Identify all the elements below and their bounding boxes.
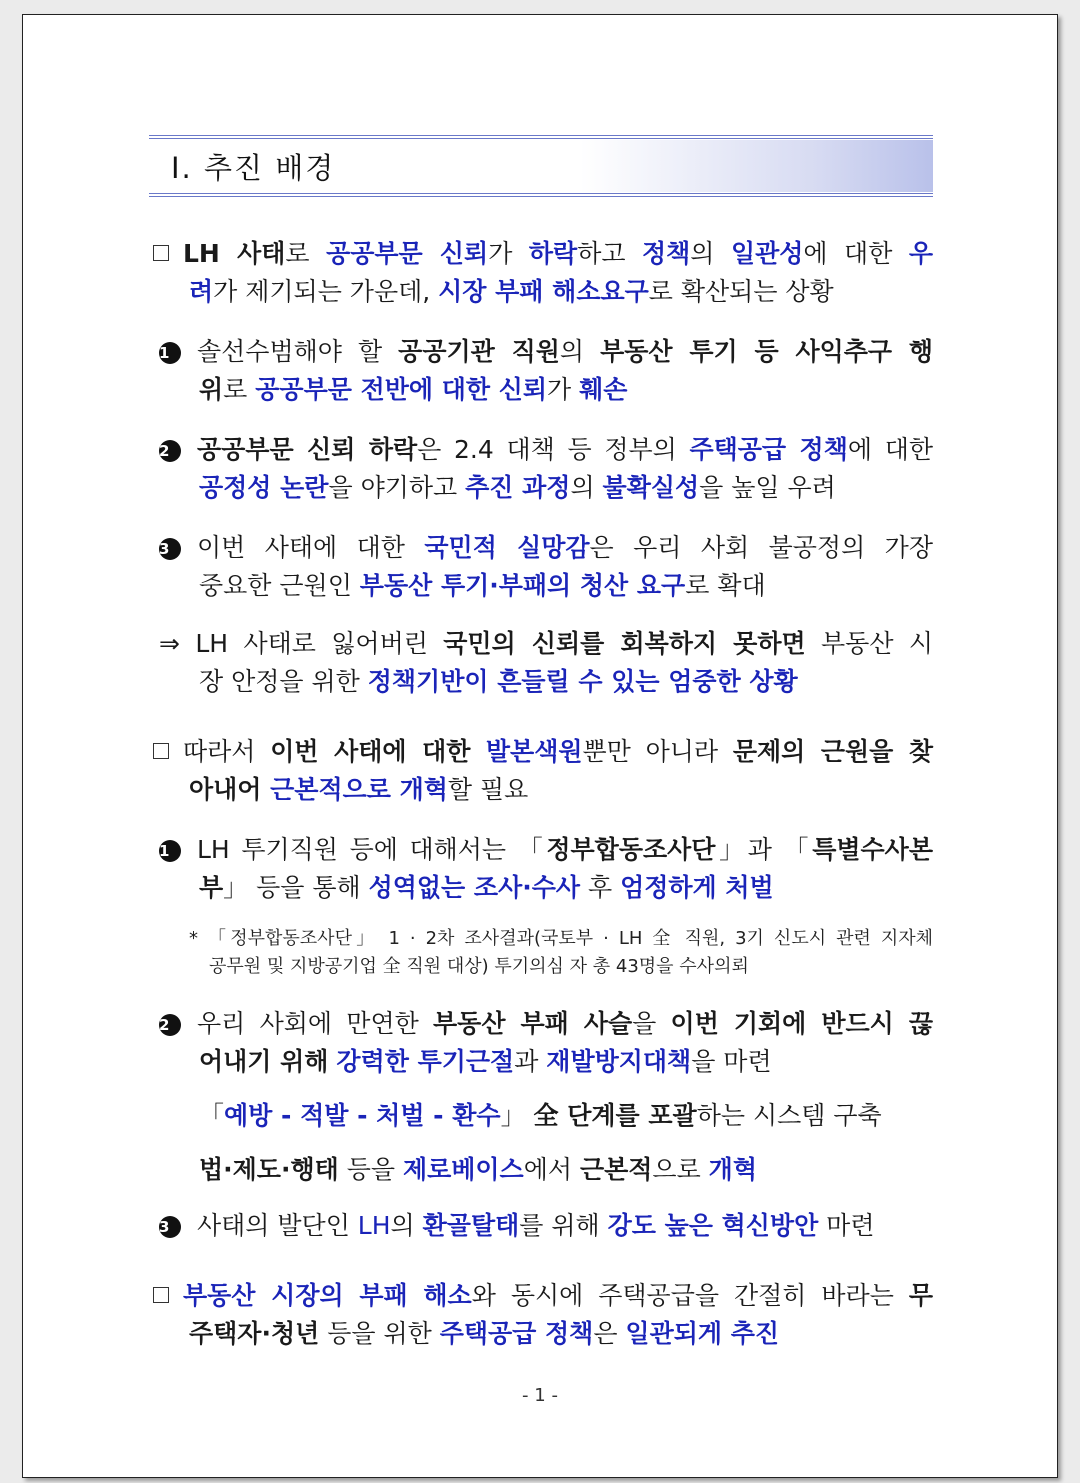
paragraph-1-line-2 xyxy=(153,273,933,311)
number-3-icon: 3 xyxy=(159,538,181,560)
text-run: 추진 과정 xyxy=(465,473,571,502)
measure-3 xyxy=(159,1207,933,1245)
text-run: 공공기관 직원 xyxy=(398,337,560,366)
text-run: 가 xyxy=(488,239,529,268)
number-2-icon: 2 xyxy=(159,440,181,462)
text-run: 따라서 xyxy=(183,737,271,766)
measure-2-line-4 xyxy=(159,1151,933,1189)
text-run: 우 xyxy=(908,239,933,268)
text-run: 을 xyxy=(632,1009,671,1038)
text-run: 주택공급 정책 xyxy=(689,435,848,464)
measure-1-line-1 xyxy=(159,831,933,869)
text-run: 로 xyxy=(285,239,327,268)
text-run: LH 투기직원 등에 대해서는 「 xyxy=(197,835,547,864)
text-run: 로 xyxy=(223,375,256,404)
text-run: 에 대한 xyxy=(847,435,934,464)
number-3-icon: 3 xyxy=(159,1216,181,1238)
text-run: 」 xyxy=(500,1101,534,1130)
footnote xyxy=(189,925,933,981)
measure-2-line-1 xyxy=(159,1005,933,1043)
text-run: 엄정하게 처벌 xyxy=(620,873,774,902)
text-run: 의 xyxy=(690,239,731,268)
text-run: 가 xyxy=(547,375,580,404)
paragraph-2-line-1 xyxy=(153,733,933,771)
text-run: 후 xyxy=(580,873,621,902)
arrow-icon: ⇒ xyxy=(159,629,180,658)
text-run: 중요한 근원인 xyxy=(199,571,360,600)
text-run: 정부합동조사단 xyxy=(546,835,716,864)
paragraph-1-line-1 xyxy=(153,235,933,273)
text-run: 장 안정을 위한 xyxy=(199,667,368,696)
text-run: 예방 - 적발 - 처벌 - 환수 xyxy=(224,1101,501,1130)
checkbox-square-icon xyxy=(153,743,169,759)
text-run: 공정성 논란 xyxy=(199,473,329,502)
arrow-line-2 xyxy=(159,663,933,701)
page-number: - 1 - xyxy=(522,1385,558,1406)
text-run: 이번 사태에 대한 xyxy=(270,737,486,766)
item-3-line-2 xyxy=(159,567,933,605)
text-run: 의 xyxy=(559,337,601,366)
text-run: 을 마련 xyxy=(691,1047,772,1076)
text-run: 재발방지대책 xyxy=(546,1047,692,1076)
text-run: 가 제기되는 가운데, xyxy=(213,277,439,306)
text-run: 국민적 실망감 xyxy=(424,533,590,562)
text-run: 아내어 xyxy=(189,775,271,804)
text-run: 솔선수범해야 할 xyxy=(197,337,399,366)
text-run: 정책 xyxy=(641,239,691,268)
text-run: LH 사태로 잃어버린 xyxy=(179,629,444,658)
arrow-conclusion xyxy=(159,625,933,701)
text-run: 이번 기회에 반드시 끊 xyxy=(670,1009,933,1038)
text-run: 은 2.4 대책 등 정부의 xyxy=(417,435,690,464)
paragraph-3 xyxy=(153,1277,933,1353)
text-run: 훼손 xyxy=(579,375,628,404)
text-run: 어내기 위해 xyxy=(199,1047,329,1076)
text-run: 주택자·청년 xyxy=(189,1319,320,1348)
text-run: 할 필요 xyxy=(447,775,529,804)
item-2 xyxy=(159,431,933,507)
text-run: 부 xyxy=(199,873,224,902)
text-run: 부동산 투기·부패의 청산 요구 xyxy=(359,571,686,600)
section-header xyxy=(149,135,933,197)
text-run: 무 xyxy=(908,1281,933,1310)
text-run: 로 확산되는 상황 xyxy=(648,277,834,306)
text-run: 을 야기하고 xyxy=(328,473,466,502)
text-run: 정책기반이 흔들릴 수 있는 엄중한 상황 xyxy=(367,667,798,696)
measure-2-line-3 xyxy=(159,1097,933,1135)
text-run: 강도 높은 혁신방안 xyxy=(607,1211,819,1240)
text-run: 에서 xyxy=(523,1155,580,1184)
text-run: 를 위해 xyxy=(519,1211,608,1240)
text-run: 하고 xyxy=(577,239,642,268)
text-run: 」 등을 통해 xyxy=(223,873,369,902)
checkbox-square-icon xyxy=(153,1287,169,1303)
paragraph-2 xyxy=(153,733,933,809)
number-1-icon: 1 xyxy=(159,840,181,862)
text-run: 근본적 xyxy=(579,1155,653,1184)
text-run: 공공부문 신뢰 하락 xyxy=(197,435,418,464)
text-run: 「 xyxy=(199,1101,225,1130)
text-run: 등을 xyxy=(338,1155,403,1184)
text-run: 은 우리 사회 불공정의 가장 xyxy=(589,533,933,562)
text-run: LH xyxy=(357,1211,391,1240)
text-run: 사태의 발단인 xyxy=(197,1211,358,1240)
text-run: 위 xyxy=(199,375,224,404)
text-run: 공공부문 전반에 대한 신뢰 xyxy=(255,375,548,404)
text-run: 全 단계를 포괄 xyxy=(533,1101,697,1130)
text-run: 의 xyxy=(390,1211,423,1240)
number-2-icon: 2 xyxy=(159,1014,181,1036)
text-run: 과 xyxy=(514,1047,547,1076)
text-run: 마련 xyxy=(818,1211,875,1240)
text-run: 우리 사회에 만연한 xyxy=(197,1009,434,1038)
text-run: 하락 xyxy=(528,239,578,268)
text-run: 부동산 부패 사슬 xyxy=(433,1009,633,1038)
arrow-line-1 xyxy=(159,625,933,663)
item-1-line-2 xyxy=(159,371,933,409)
text-run: LH 사태 xyxy=(183,239,286,268)
footnote-line-1: * 「정부합동조사단」 1 · 2차 조사결과(국토부 · LH 全 직원, 3기 신도시 관련 지자체 xyxy=(189,928,933,949)
text-run: 발본색원 xyxy=(485,737,583,766)
section-title: Ⅰ. 추진 배경 xyxy=(171,151,336,185)
text-run: 이번 사태에 대한 xyxy=(197,533,425,562)
text-run: 」과 「 xyxy=(715,835,813,864)
text-run: 주택공급 정책 xyxy=(439,1319,594,1348)
text-run: 공공부문 신뢰 xyxy=(326,239,489,268)
text-run: 성역없는 조사·수사 xyxy=(368,873,581,902)
header-rule-top xyxy=(149,135,933,139)
measure-2-line-2 xyxy=(159,1043,933,1081)
number-1-icon: 1 xyxy=(159,342,181,364)
item-3 xyxy=(159,529,933,605)
text-run: 은 xyxy=(593,1319,626,1348)
text-run: 와 동시에 주택공급을 간절히 바라는 xyxy=(471,1281,909,1310)
text-run: 로 확대 xyxy=(685,571,766,600)
text-run: 으로 xyxy=(652,1155,709,1184)
paragraph-3-line-1 xyxy=(153,1277,933,1315)
header-rule-bottom xyxy=(149,193,933,197)
text-run: 국민의 신뢰를 회복하지 못하면 xyxy=(443,629,806,658)
text-run: 등을 위한 xyxy=(319,1319,440,1348)
text-run: 부동산 시 xyxy=(805,629,934,658)
measure-1-line-2 xyxy=(159,869,933,907)
text-run: 뿐만 아니라 xyxy=(582,737,733,766)
measure-3-line-1 xyxy=(159,1207,933,1245)
text-run: 부동산 시장의 부패 해소 xyxy=(183,1281,472,1310)
text-run: 특별수사본 xyxy=(812,835,933,864)
paragraph-3-line-2 xyxy=(153,1315,933,1353)
text-run: 하는 시스템 구축 xyxy=(696,1101,882,1130)
text-run: 부동산 투기 등 사익추구 행 xyxy=(600,337,934,366)
text-run: 개혁 xyxy=(708,1155,757,1184)
text-run: 근본적으로 개혁 xyxy=(270,775,448,804)
item-1-line-1 xyxy=(159,333,933,371)
item-3-line-1 xyxy=(159,529,933,567)
text-run: 려 xyxy=(189,277,214,306)
document-page xyxy=(22,14,1058,1478)
text-run: 에 대한 xyxy=(803,239,909,268)
text-run: 강력한 투기근절 xyxy=(336,1047,515,1076)
paragraph-1 xyxy=(153,235,933,311)
measure-2 xyxy=(159,1005,933,1189)
text-run: 법·제도·행태 xyxy=(199,1155,339,1184)
text-run: 제로베이스 xyxy=(402,1155,524,1184)
text-run: 을 높일 우려 xyxy=(699,473,836,502)
text-run: 일관되게 추진 xyxy=(625,1319,780,1348)
measure-1 xyxy=(159,831,933,907)
paragraph-2-line-2 xyxy=(153,771,933,809)
checkbox-square-icon xyxy=(153,245,169,261)
text-run: 환골탈태 xyxy=(422,1211,520,1240)
text-run: 불확실성 xyxy=(602,473,700,502)
text-run: 시장 부패 해소요구 xyxy=(438,277,649,306)
text-run: 문제의 근원을 찾 xyxy=(732,737,933,766)
text-run: 의 xyxy=(570,473,603,502)
item-2-line-1 xyxy=(159,431,933,469)
text-run: 일관성 xyxy=(730,239,804,268)
item-1 xyxy=(159,333,933,409)
item-2-line-2 xyxy=(159,469,933,507)
footnote-line-2: 공무원 및 지방공기업 全 직원 대상) 투기의심 자 총 43명을 수사의뢰 xyxy=(209,956,749,977)
